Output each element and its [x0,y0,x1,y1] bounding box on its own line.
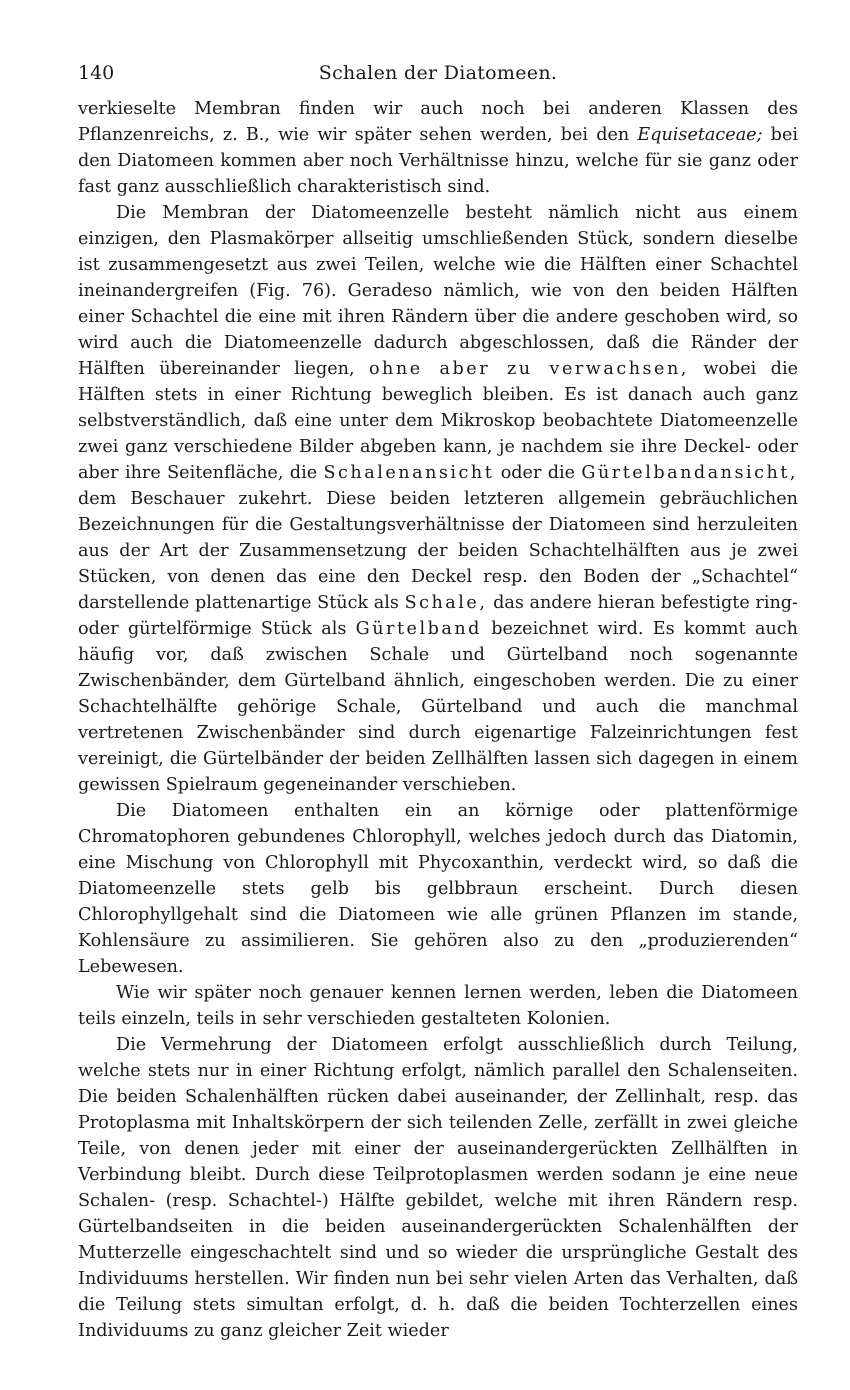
text-run: verkieselte Membran finden wir auch noch bei anderen Klassen des Pflanzenreichs, z. B., wie wir später sehen werden, bei den [78,99,798,145]
running-title: Schalen der Diatomeen. [318,62,558,84]
italic-term: Equisetaceae; [637,125,763,145]
text-run: wobei die Hälften stets in einer Richtung beweglich bleiben. Es ist danach auch ganz selbstverständlich, daß eine unter dem Mikroskop beobachtete Diatomeenzelle zwei ganz verschiedene Bilder abgeben kann, je nachdem sie ihre Deckel- oder aber ihre Seitenfläche, die [78,359,798,483]
paragraph [78,980,798,1032]
text-run: dem Beschauer zukehrt. Diese beiden letzteren allgemein gebräuchlichen Bezeichnungen für die Gestaltungsverhältnisse der Diatomeen sind herzuleiten aus der Art der Zusammensetzung der beiden Schachtelhälften aus je zwei Stücken, von denen das eine den Deckel resp. den Boden der „Schachtel“ darstellende plattenartige Stück als [78,489,798,613]
emphasized-term: Gürtelbandansicht, [581,463,798,483]
page-header [78,62,798,96]
text-run: Die Diatomeen enthalten ein an körnige oder plattenförmige Chromatophoren gebundenes Chlorophyll, welches jedoch durch das Diatomin, eine Mischung von Chlorophyll mit Phycoxanthin, verdeckt wird, so daß die Diatomeenzelle stets gelb bis gelbbraun erscheint. Durch diesen Chlorophyllgehalt sind die Diatomeen wie alle grünen Pflanzen im stande, Kohlensäure zu assimilieren. Sie gehören also zu den „produzierenden“ Lebewesen. [78,801,798,977]
paragraph [78,96,798,200]
text-run: das andere hieran befestigte ring- oder gürtelförmige Stück als [78,593,798,639]
text-run: Wie wir später noch genauer kennen lernen werden, leben die Diatomeen teils einzeln, teils in sehr verschieden gestalteten Kolonien. [78,983,798,1029]
emphasized-term: Gürtelband [355,619,482,639]
paragraph [78,1032,798,1344]
page-number: 140 [78,62,115,84]
text-run: bei den Diatomeen kommen aber noch Verhältnisse hinzu, welche für sie ganz oder fast ganz ausschließlich charakteristisch sind. [78,125,798,197]
emphasized-term: ohne aber zu verwachsen, [368,359,689,379]
emphasized-term: Schalenansicht [323,463,495,483]
emphasized-term: Schale, [404,593,488,613]
book-page [78,62,798,1344]
paragraph [78,798,798,980]
text-run: Die Vermehrung der Diatomeen erfolgt ausschließlich durch Teilung, welche stets nur in einer Richtung erfolgt, nämlich parallel den Schalenseiten. Die beiden Schalenhälften rücken dabei auseinander, der Zellinhalt, resp. das Protoplasma mit Inhaltskörpern der sich teilenden Zelle, zerfällt in zwei gleiche Teile, von denen jeder mit einer der auseinandergerückten Zellhälften in Verbindung bleibt. Durch diese Teilprotoplasmen werden sodann je eine neue Schalen- (resp. Schachtel-) Hälfte gebildet, welche mit ihren Rändern resp. Gürtelbandseiten in die beiden auseinandergerückten Schalenhälften der Mutterzelle eingeschachtelt sind und so wieder die ursprüngliche Gestalt des Individuums herstellen. Wir finden nun bei sehr vielen Arten das Verhalten, daß die Teilung stets simultan erfolgt, d. h. daß die beiden Tochterzellen eines Individuums zu ganz gleicher Zeit wieder [78,1035,798,1341]
text-run: oder die [494,463,582,483]
paragraph [78,200,798,798]
text-run: Die Membran der Diatomeenzelle besteht nämlich nicht aus einem einzigen, den Plasmakörper allseitig umschließenden Stück, sondern dieselbe ist zusammengesetzt aus zwei Teilen, welche wie die Hälften einer Schachtel ineinandergreifen (Fig. 76). Geradeso nämlich, wie von den beiden Hälften einer Schachtel die eine mit ihren Rändern über die andere geschoben wird, so wird auch die Diatomeenzelle dadurch abgeschlossen, daß die Ränder der Hälften übereinander liegen, [78,203,798,379]
body-text [78,96,798,1344]
text-run: bezeichnet wird. Es kommt auch häufig vor, daß zwischen Schale und Gürtelband noch sogenannte Zwischenbänder, dem Gürtelband ähnlich, eingeschoben werden. Die zu einer Schachtelhälfte gehörige Schale, Gürtelband und auch die manchmal vertretenen Zwischenbänder sind durch eigenartige Falzeinrichtungen fest vereinigt, die Gürtelbänder der beiden Zellhälften lassen sich dagegen in einem gewissen Spielraum gegeneinander verschieben. [78,619,798,795]
